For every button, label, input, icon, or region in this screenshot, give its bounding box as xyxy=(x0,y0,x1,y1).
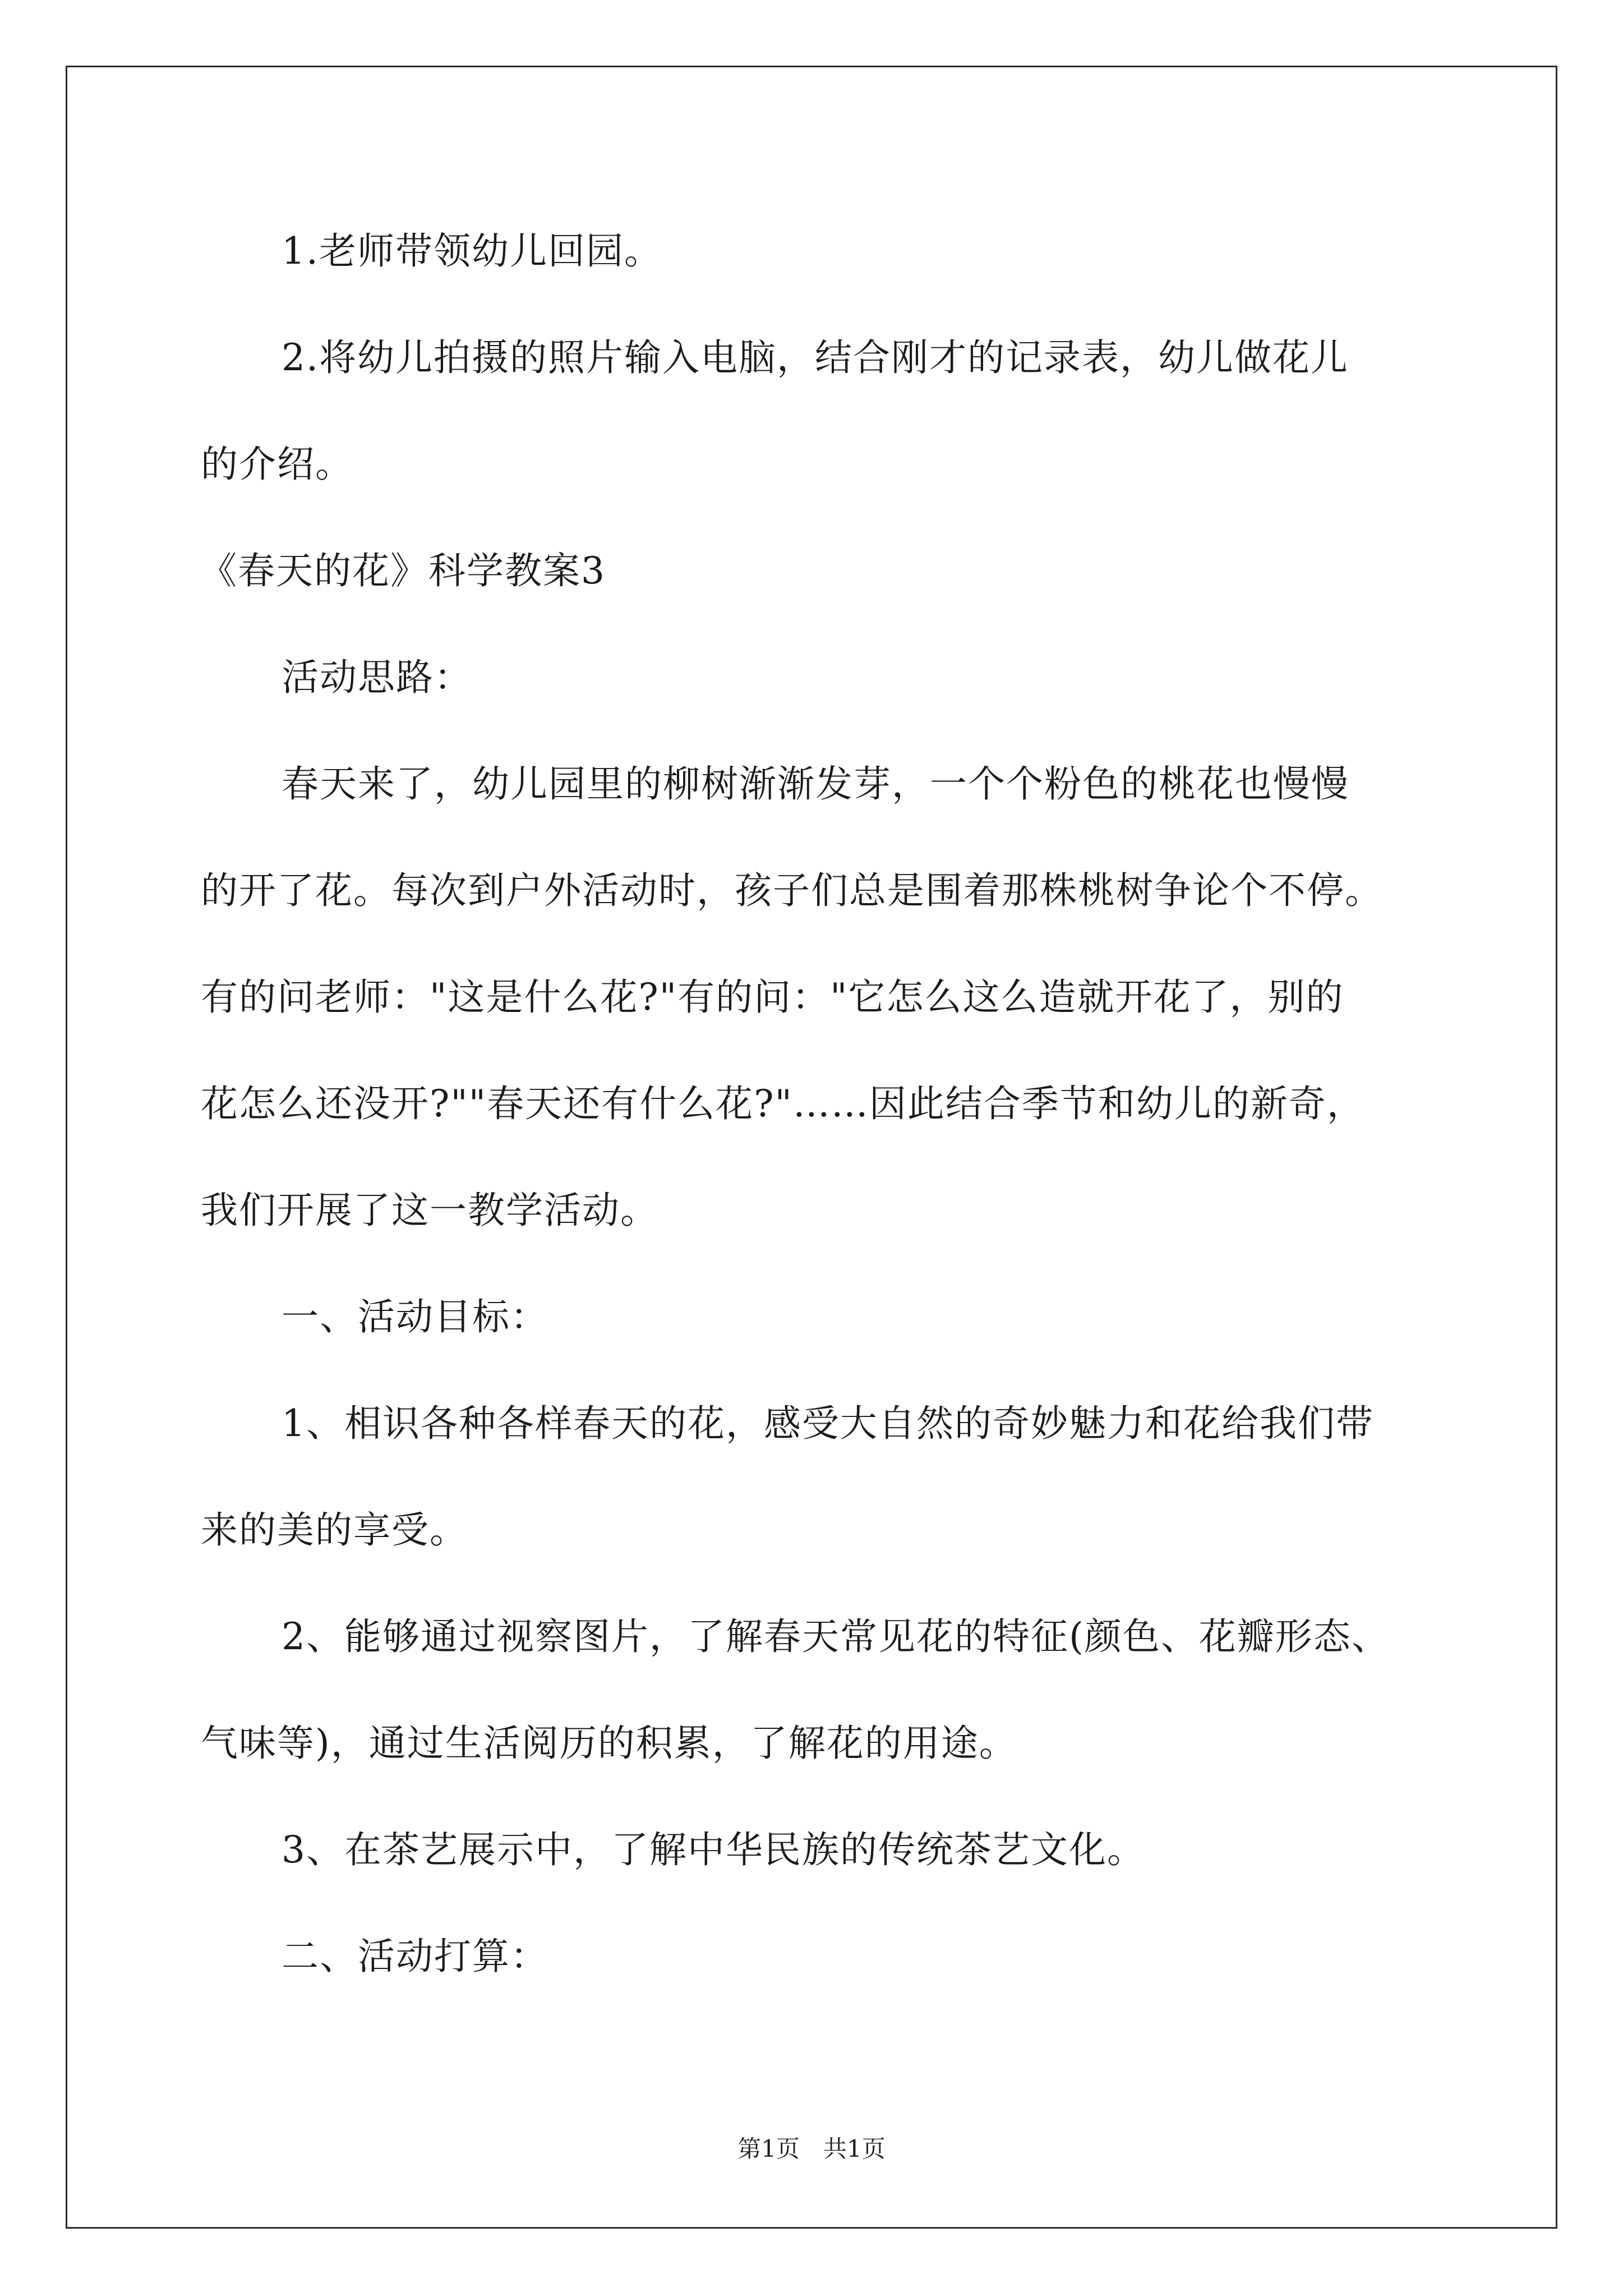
paragraph-line: 二、活动打算： xyxy=(282,1935,548,1978)
paragraph-line: 的开了花。每次到户外活动时，孩子们总是围着那株桃树争论个不停。 xyxy=(201,869,1383,912)
paragraph-line: 我们开展了这一教学活动。 xyxy=(201,1189,658,1232)
paragraph-line: 春天来了，幼儿园里的柳树渐渐发芽，一个个粉色的桃花也慢慢 xyxy=(282,762,1349,806)
section-heading: 《春天的花》科学教案3 xyxy=(200,549,606,592)
paragraph-line: 来的美的享受。 xyxy=(201,1508,468,1552)
paragraph-line: 气味等)，通过生活阅历的积累，了解花的用途。 xyxy=(201,1722,1017,1765)
paragraph-line: 3、在茶艺展示中，了解中华民族的传统茶艺文化。 xyxy=(282,1828,1145,1871)
page-border xyxy=(66,66,1557,2229)
paragraph-line: 一、活动目标： xyxy=(282,1295,548,1338)
paragraph-line: 2.将幼儿拍摄的照片输入电脑，结合刚才的记录表，幼儿做花儿 xyxy=(282,336,1349,379)
page-footer: 第1页 共1页 xyxy=(737,2135,886,2162)
paragraph-line: 有的问老师："这是什么花?"有的问："它怎么这么造就开花了，别的 xyxy=(201,976,1344,1019)
paragraph-line: 活动思路： xyxy=(282,656,472,699)
paragraph-line: 花怎么还没开?""春天还有什么花?"……因此结合季节和幼儿的新奇， xyxy=(201,1082,1365,1125)
paragraph-line: 1.老师带领幼儿回园。 xyxy=(282,229,662,273)
paragraph-line: 1、相识各种各样春天的花，感受大自然的奇妙魅力和花给我们带 xyxy=(282,1402,1374,1445)
paragraph-line: 的介绍。 xyxy=(201,443,353,486)
paragraph-line: 2、能够通过视察图片，了解春天常见花的特征(颜色、花瓣形态、 xyxy=(282,1615,1390,1658)
